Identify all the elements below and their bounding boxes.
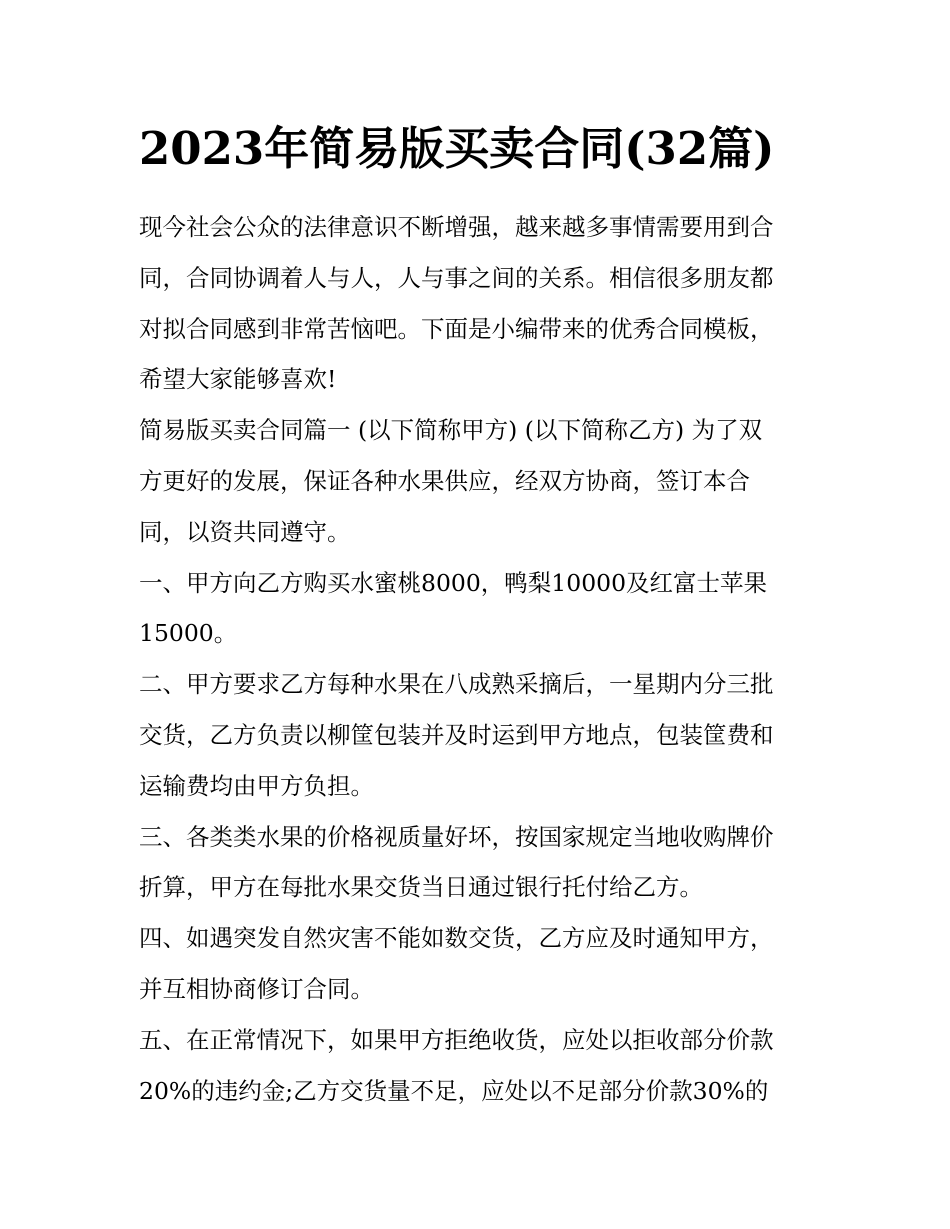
text-line: 20%的违约金;乙方交货量不足，应处以不足部分价款30%的 <box>139 1076 769 1105</box>
text-line: 折算，甲方在每批水果交货当日通过银行托付给乙方。 <box>139 873 703 902</box>
text-line: 同，以资共同遵守。 <box>139 517 351 546</box>
text-line: 方更好的发展，保证各种水果供应，经双方协商，签订本合 <box>139 466 750 495</box>
document-title: 2023年简易版买卖合同(32篇) <box>139 122 775 175</box>
text-line: 四、如遇突发自然灾害不能如数交货，乙方应及时通知甲方， <box>139 924 774 953</box>
text-line: 二、甲方要求乙方每种水果在八成熟采摘后，一星期内分三批 <box>139 670 774 699</box>
text-line: 15000。 <box>139 619 238 648</box>
document-body <box>139 202 814 1116</box>
text-line: 三、各类类水果的价格视质量好坏，按国家规定当地收购牌价 <box>139 822 774 851</box>
text-line: 运输费均由甲方负担。 <box>139 771 374 800</box>
text-line: 五、在正常情况下，如果甲方拒绝收货，应处以拒收部分价款 <box>139 1025 774 1054</box>
text-line: 希望大家能够喜欢! <box>139 365 337 394</box>
text-line: 并互相协商修订合同。 <box>139 974 374 1003</box>
document-page <box>139 118 814 1116</box>
text-line: 交货，乙方负责以柳筐包装并及时运到甲方地点，包装筐费和 <box>139 720 774 749</box>
text-line: 简易版买卖合同篇一 (以下简称甲方) (以下简称乙方) 为了双 <box>139 416 763 445</box>
text-line: 一、甲方向乙方购买水蜜桃8000，鸭梨10000及红富士苹果 <box>139 568 768 597</box>
text-line: 对拟合同感到非常苦恼吧。下面是小编带来的优秀合同模板， <box>139 314 774 343</box>
text-line: 同，合同协调着人与人，人与事之间的关系。相信很多朋友都 <box>139 263 774 292</box>
text-line: 现今社会公众的法律意识不断增强，越来越多事情需要用到合 <box>139 213 774 241</box>
